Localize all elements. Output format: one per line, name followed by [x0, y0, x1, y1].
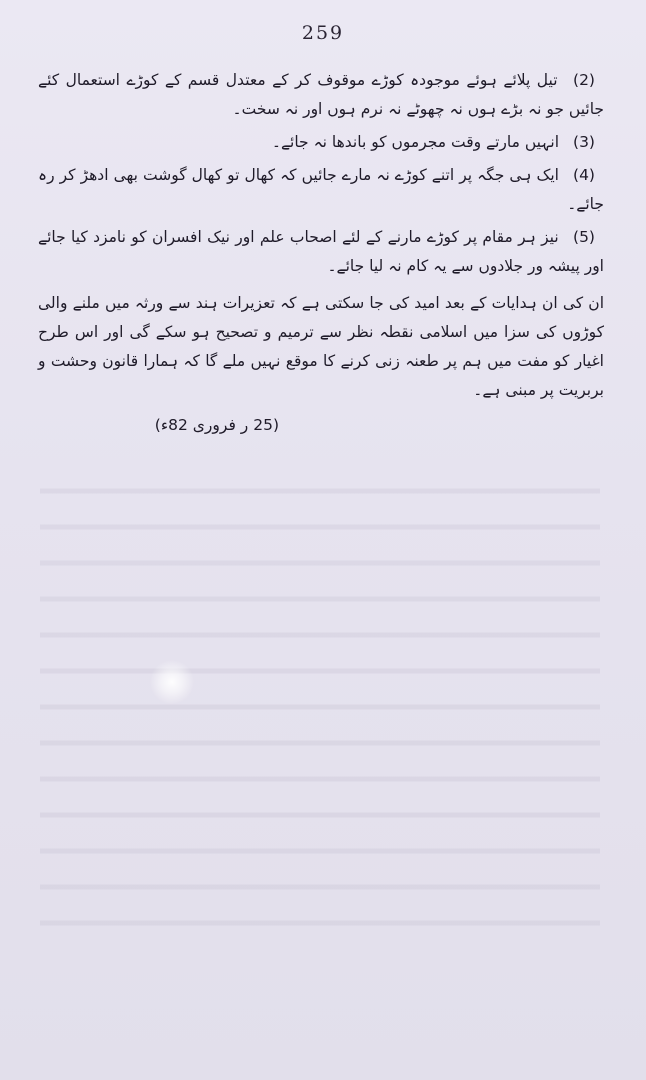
page-number: 259 [301, 22, 345, 44]
item-text: انہیں مارتے وقت مجرموں کو باندھا نہ جائے۔ [271, 133, 560, 151]
list-item [38, 223, 604, 281]
item-number: (4) [573, 166, 595, 184]
item-text: ایک ہی جگہ پر اتنے کوڑے نہ مارے جائیں کہ کھال تو کھال گوشت بھی ادھڑ کر رہ جائے۔ [38, 166, 604, 213]
item-number: (2) [573, 71, 595, 89]
item-text: تیل پلائے ہوئے موجودہ کوڑے موقوف کر کے معتدل قسم کے کوڑے استعمال کئے جائیں جو نہ بڑے ہوں نہ چھوٹے نہ نرم ہوں اور نہ سخت۔ [38, 71, 604, 118]
item-number: (3) [573, 133, 595, 151]
list-item [38, 161, 604, 219]
list-item [38, 66, 604, 124]
closing-paragraph: ان کی ان ہدایات کے بعد امید کی جا سکتی ہے کہ تعزیرات ہند سے ورثہ میں ملنے والی کوڑوں کی سزا میں اسلامی نقطہ نظر سے ترمیم و تصحیح ہو سکے گی اور اس طرح اغیار کو مفت میں ہم پر طعنہ زنی کرنے کا موقع نہیں ملے گا کہ ہمارا قانون وحشت و بربریت پر مبنی ہے۔ [38, 294, 604, 399]
item-number: (5) [573, 228, 595, 246]
bleed-through-texture [40, 470, 600, 940]
list-item [38, 128, 604, 157]
date-line: (25 ر فروری 82ء) [154, 416, 279, 434]
item-text: نیز ہر مقام پر کوڑے مارنے کے لئے اصحاب علم اور نیک افسران کو نامزد کیا جائے اور پیشہ ور جلادوں سے یہ کام نہ لیا جائے۔ [38, 228, 604, 275]
body-text [38, 66, 604, 440]
light-glare [150, 660, 194, 704]
